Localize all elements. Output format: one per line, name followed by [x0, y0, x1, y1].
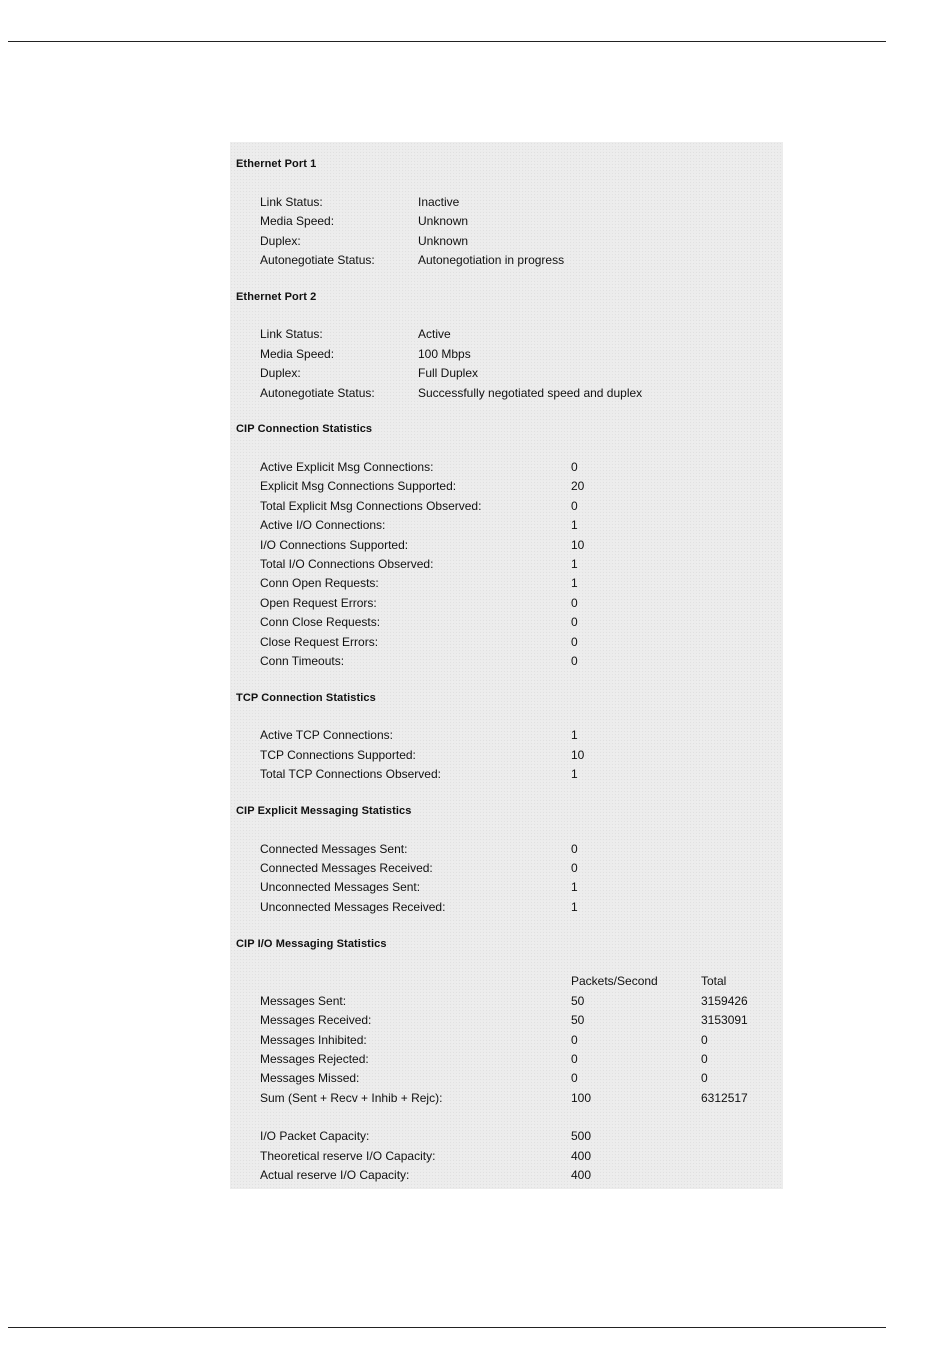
stat-value-pps: 0: [571, 1033, 578, 1047]
stat-value: Unknown: [418, 214, 469, 228]
stat-value: Autonegotiation in progress: [418, 253, 565, 267]
stat-label: Active Explicit Msg Connections:: [260, 460, 434, 474]
stat-value: 1: [571, 576, 578, 590]
stat-label: Active I/O Connections:: [260, 518, 386, 532]
stat-label: Duplex:: [260, 366, 301, 380]
stat-value: 10: [571, 748, 585, 762]
section-title-cip-explicit: CIP Explicit Messaging Statistics: [236, 805, 412, 817]
stat-label: Total TCP Connections Observed:: [260, 767, 441, 781]
stat-label: Connected Messages Sent:: [260, 842, 408, 856]
stat-label: Media Speed:: [260, 214, 335, 228]
stat-value: 1: [571, 518, 578, 532]
stat-value: 1: [571, 557, 578, 571]
stat-value: Unknown: [418, 234, 469, 248]
stat-value: 0: [571, 460, 578, 474]
stat-value: 0: [571, 654, 578, 668]
stat-value: Active: [418, 327, 451, 341]
stat-value: 1: [571, 900, 578, 914]
stat-label: Theoretical reserve I/O Capacity:: [260, 1149, 436, 1163]
stat-label: Messages Inhibited:: [260, 1033, 367, 1047]
stat-label: Total Explicit Msg Connections Observed:: [260, 499, 482, 513]
section-title-ethernet-port-1: Ethernet Port 1: [236, 158, 317, 170]
stat-label: Conn Open Requests:: [260, 576, 379, 590]
stat-label: Messages Rejected:: [260, 1052, 369, 1066]
stat-value-pps: 0: [571, 1052, 578, 1066]
stat-label: Messages Missed:: [260, 1071, 360, 1085]
stat-value: 100 Mbps: [418, 347, 471, 361]
stat-value: Inactive: [418, 195, 460, 209]
stat-value-pps: 0: [571, 1071, 578, 1085]
stat-label: Active TCP Connections:: [260, 728, 393, 742]
header-rule: [8, 41, 886, 42]
stat-value: 0: [571, 615, 578, 629]
stat-value: 400: [571, 1149, 592, 1163]
section-title-ethernet-port-2: Ethernet Port 2: [236, 291, 317, 303]
stat-label: Messages Sent:: [260, 994, 347, 1008]
stat-value-pps: 100: [571, 1091, 592, 1105]
stat-value-pps: 50: [571, 1013, 585, 1027]
diagnostics-panel: [230, 142, 783, 1189]
stat-value: Successfully negotiated speed and duplex: [418, 386, 643, 400]
stat-label: Unconnected Messages Received:: [260, 900, 446, 914]
column-header-packets: Packets/Second: [571, 974, 658, 988]
stat-value: 1: [571, 728, 578, 742]
column-header-total: Total: [701, 974, 727, 988]
stat-label: Conn Close Requests:: [260, 615, 381, 629]
stat-label: I/O Packet Capacity:: [260, 1129, 370, 1143]
footer-rule: [8, 1327, 886, 1328]
stat-value: Full Duplex: [418, 366, 479, 380]
stat-label: Explicit Msg Connections Supported:: [260, 479, 457, 493]
stat-label: Messages Received:: [260, 1013, 372, 1027]
stat-value: 0: [571, 635, 578, 649]
stat-label: Open Request Errors:: [260, 596, 377, 610]
stat-label: Duplex:: [260, 234, 301, 248]
stat-value: 0: [571, 499, 578, 513]
stat-value: 0: [571, 861, 578, 875]
stat-label: Connected Messages Received:: [260, 861, 433, 875]
stat-value-total: 3153091: [701, 1013, 748, 1027]
stat-value-total: 6312517: [701, 1091, 748, 1105]
stat-value: 400: [571, 1168, 592, 1182]
stat-label: Autonegotiate Status:: [260, 253, 375, 267]
stat-value-total: 0: [701, 1033, 708, 1047]
section-title-cip-connection: CIP Connection Statistics: [236, 423, 373, 435]
stat-label: Link Status:: [260, 327, 323, 341]
stat-label: Link Status:: [260, 195, 323, 209]
stat-label: Actual reserve I/O Capacity:: [260, 1168, 410, 1182]
section-title-tcp-connection: TCP Connection Statistics: [236, 692, 376, 704]
stat-value-total: 3159426: [701, 994, 748, 1008]
stat-label: I/O Connections Supported:: [260, 538, 409, 552]
stat-label: Close Request Errors:: [260, 635, 379, 649]
stat-value: 0: [571, 596, 578, 610]
stat-value: 1: [571, 767, 578, 781]
stat-value-total: 0: [701, 1071, 708, 1085]
stat-label: Conn Timeouts:: [260, 654, 345, 668]
stat-label: Total I/O Connections Observed:: [260, 557, 434, 571]
section-title-cip-io: CIP I/O Messaging Statistics: [236, 938, 387, 950]
stat-label: Autonegotiate Status:: [260, 386, 375, 400]
stat-label: Unconnected Messages Sent:: [260, 880, 421, 894]
stat-value-total: 0: [701, 1052, 708, 1066]
stat-value: 0: [571, 842, 578, 856]
stat-label: TCP Connections Supported:: [260, 748, 416, 762]
stat-value: 20: [571, 479, 585, 493]
stat-value-pps: 50: [571, 994, 585, 1008]
stat-label: Sum (Sent + Recv + Inhib + Rejc):: [260, 1091, 443, 1105]
stat-value: 10: [571, 538, 585, 552]
stat-value: 1: [571, 880, 578, 894]
stat-label: Media Speed:: [260, 347, 335, 361]
stat-value: 500: [571, 1129, 592, 1143]
